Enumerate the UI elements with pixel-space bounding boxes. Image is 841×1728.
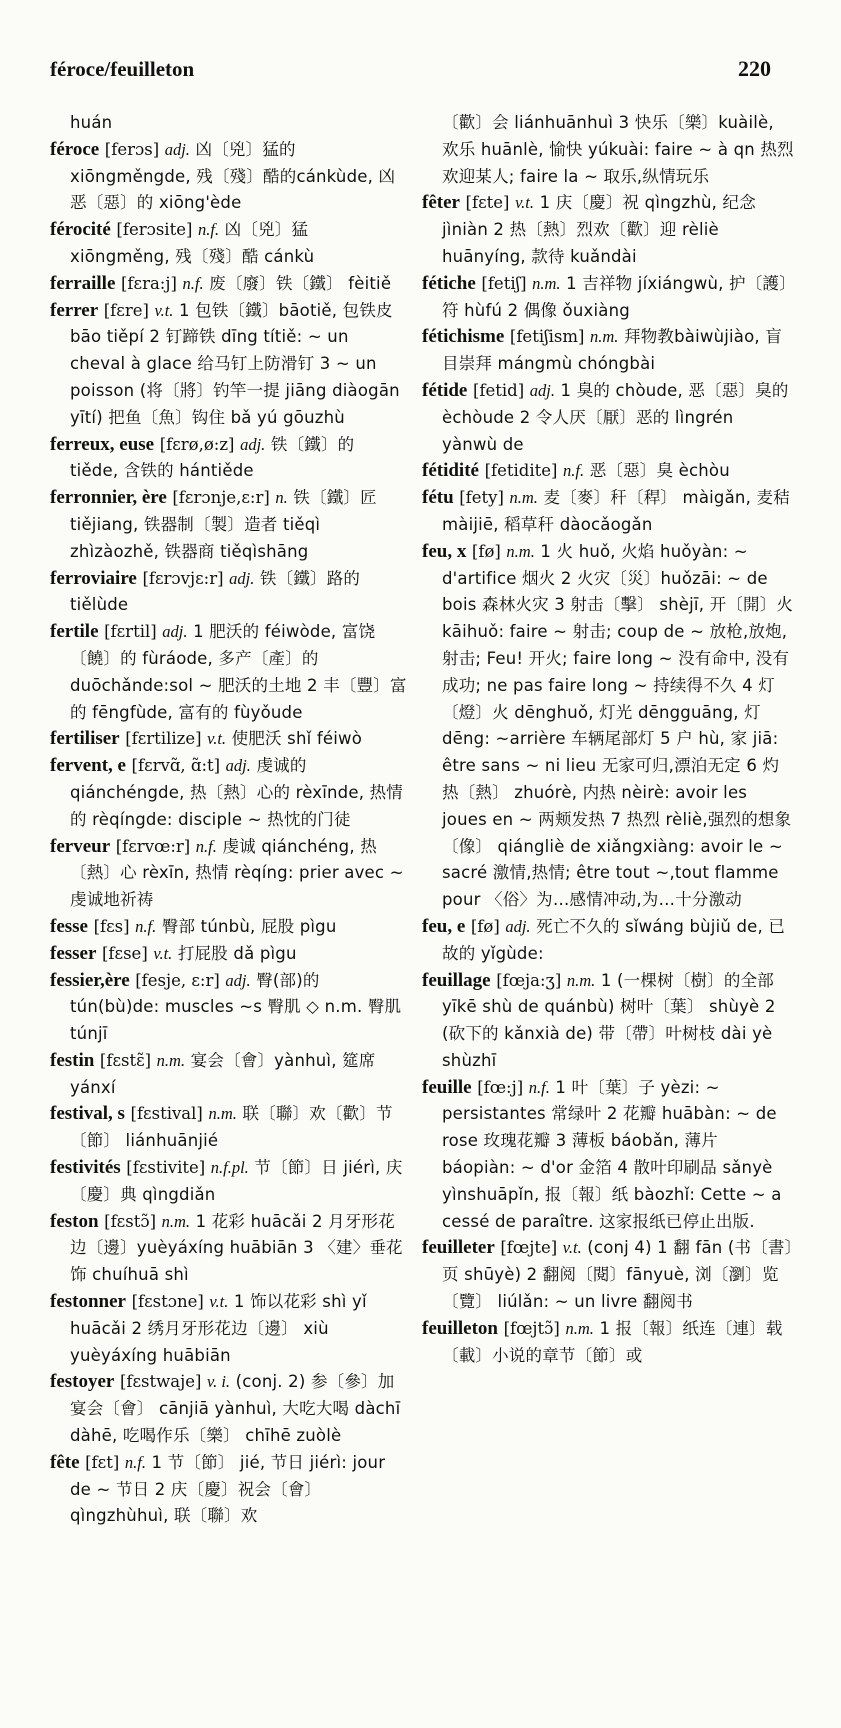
entry-pronunciation: [fɛstwaje]: [119, 1372, 202, 1392]
entry-part-of-speech: v.t.: [562, 1238, 582, 1258]
entry-part-of-speech: n.f.: [124, 1452, 146, 1472]
entry-part-of-speech: n.m.: [566, 970, 596, 990]
dictionary-entry: [422, 458, 794, 485]
dictionary-entry: [50, 968, 408, 1048]
entry-definition: 1 饰以花彩 shì yǐ huācǎi 2 绣月牙形花边〔邊〕 xiù yuèyáxíng huābiān: [70, 1292, 367, 1365]
running-head: féroce/feuilleton: [50, 57, 195, 81]
dictionary-entry: [50, 1289, 408, 1369]
entry-part-of-speech: n.f.: [182, 273, 204, 293]
entry-headword: feuille: [422, 1076, 472, 1098]
entry-headword: fétide: [422, 379, 468, 401]
entry-pronunciation: [fɛstɔne]: [131, 1292, 204, 1312]
entry-definition: 1 花彩 huācǎi 2 月牙形花边〔邊〕yuèyáxíng huābiān 3 〈建〉垂花饰 chuíhuā shì: [70, 1211, 403, 1285]
entry-definition: 虔诚的 qiánchéngde, 热〔熱〕心的 rèxīnde, 热情的 rèqíngde: disciple ~ 热忱的门徒: [70, 756, 404, 829]
entry-part-of-speech: n.f.pl.: [210, 1158, 249, 1178]
entry-pronunciation: [fetidite]: [484, 461, 558, 481]
entry-part-of-speech: adj.: [229, 568, 255, 588]
entry-headword: fêter: [422, 192, 460, 214]
entry-definition: 1 肥沃的 féiwòde, 富饶〔饒〕的 fùráode, 多产〔產〕的 duōchǎnde:sol ~ 肥沃的土地 2 丰〔豐〕富的 fēngfùde, 富有的 fùyǒude: [70, 622, 407, 722]
entry-headword: feuillage: [422, 969, 491, 991]
entry-definition: 联〔聯〕欢〔歡〕节〔節〕 liánhuānjié: [70, 1104, 393, 1151]
entry-headword: feuilleton: [422, 1317, 498, 1339]
entry-pronunciation: [ferɔs]: [104, 139, 160, 159]
dictionary-entry: [50, 298, 408, 432]
entry-definition: 节〔節〕日 jiérì, 庆〔慶〕典 qìngdiǎn: [70, 1158, 403, 1204]
entry-part-of-speech: adj.: [162, 622, 188, 642]
dictionary-entry: [422, 539, 794, 914]
entry-headword: ferrer: [50, 299, 99, 321]
entry-headword: ferronnier, ère: [50, 487, 167, 509]
entry-pronunciation: [fɛse]: [102, 943, 148, 963]
entry-pronunciation: [fœjte]: [500, 1238, 558, 1258]
entry-definition: 凶〔兇〕猛 xiōngměng, 残〔殘〕酷 cánkù: [70, 220, 315, 266]
entry-pronunciation: [fɛrø,ø:z]: [159, 434, 235, 454]
dictionary-entry: [50, 485, 408, 565]
dictionary-entry: [422, 485, 794, 539]
entry-definition: 铁〔鐵〕匠 tiějiang, 铁器制〔製〕造者 tiěqì zhìzàozhě, 铁器商 tiěqìshāng: [70, 488, 377, 561]
entry-pronunciation: [fɛte]: [465, 193, 510, 213]
entry-headword: fervent, e: [50, 755, 126, 777]
entry-pronunciation: [fesje, ɛ:r]: [135, 970, 220, 990]
dictionary-entry: [50, 753, 408, 833]
entry-headword: ferreux, euse: [50, 433, 155, 455]
entry-headword: ferraille: [50, 272, 116, 294]
entry-definition: 拜物教bàiwùjiào, 盲目崇拜 mángmù chóngbài: [442, 327, 782, 374]
entry-pronunciation: [ferɔsite]: [116, 220, 193, 240]
dictionary-entry: [50, 1101, 408, 1155]
entry-pronunciation: [fø]: [470, 916, 500, 936]
entry-pronunciation: [fɛrɔvjɛ:r]: [142, 568, 224, 588]
entry-headword: fertiliser: [50, 728, 120, 750]
dictionary-entry: [50, 217, 408, 271]
entry-definition: 1 火 huǒ, 火焰 huǒyàn: ~ d'artifice 烟火 2 火灾〔災〕huǒzāi: ~ de bois 森林火灾 3 射击〔擊〕 shèjī, 开〔開〕火 kāihuǒ: faire ~ 射击; coup de ~ 放枪,放炮,射击; Feu! 开火; faire long ~ 没有命中, 没有成功; ne pas faire long ~ 持续得不久 4 灯〔燈〕火 dēnghuǒ, 灯光 dēngguāng, 灯 dēng: ~arrière 车辆尾部灯 5 户 hù, 家 jiā: être sans ~ ni lieu 无家可归,漂泊无定 6 灼热〔熱〕 zhuórè, 内热 nèirè: avoir les joues en ~ 两颊发热 7 热烈 rèliè,强烈的想象〔像〕 qiángliè de xiǎngxiàng: avoir le ~ sacré 激情,热情; être tout ~,tout flamme pour 〈俗〉为…感情冲动,为…十分激动: [442, 541, 794, 910]
entry-definition: 打屁股 dǎ pìgu: [177, 943, 297, 963]
entry-part-of-speech: v.t.: [515, 193, 534, 213]
entry-pronunciation: [fɛs]: [93, 916, 130, 936]
entry-pronunciation: [fetiʃ]: [481, 273, 527, 293]
entry-headword: fessier,ère: [50, 969, 130, 991]
entry-headword: fertile: [50, 621, 99, 643]
entry-part-of-speech: v. i.: [206, 1372, 231, 1392]
entry-pronunciation: [fɛt]: [85, 1452, 120, 1472]
entry-definition: 虔诚 qiánchéng, 热〔熱〕心 rèxīn, 热情 rèqíng: prier avec ~ 虔诚地祈祷: [70, 836, 404, 910]
entry-pronunciation: [fetiʃism]: [509, 327, 585, 347]
entry-pronunciation: [fɛstival]: [130, 1104, 203, 1124]
entry-pronunciation: [fɛrvœ:r]: [115, 836, 191, 856]
entry-definition: 1 报〔報〕纸连〔連〕载〔載〕小说的章节〔節〕或: [442, 1318, 783, 1365]
entry-definition: 麦〔麥〕秆〔稈〕 màigǎn, 麦秸 màijiē, 稻草秆 dàocǎogǎn: [442, 488, 790, 534]
entry-part-of-speech: adj.: [225, 970, 251, 990]
entry-part-of-speech: n.m.: [565, 1318, 594, 1338]
entry-pronunciation: [fɛstivite]: [126, 1158, 206, 1178]
entry-headword: feu, e: [422, 915, 466, 937]
entry-part-of-speech: adj.: [164, 139, 190, 159]
dictionary-entry: [50, 914, 408, 941]
dictionary-entry: [422, 324, 794, 378]
entry-part-of-speech: n.f.: [195, 836, 217, 856]
entry-pronunciation: [fœ:j]: [477, 1077, 524, 1097]
entry-headword: festival, s: [50, 1103, 125, 1125]
dictionary-entry: [50, 834, 408, 914]
entry-part-of-speech: n.f.: [135, 916, 157, 936]
entry-definition: 使肥沃 shǐ féiwò: [231, 729, 363, 749]
entry-headword: festonner: [50, 1291, 126, 1313]
entry-headword: festin: [50, 1049, 95, 1071]
entry-definition: 宴会〔會〕yànhuì, 筵席 yánxí: [70, 1050, 376, 1097]
dictionary-entry: [50, 110, 408, 137]
dictionary-entry: [50, 1209, 408, 1289]
entry-headword: feu, x: [422, 540, 467, 562]
entry-part-of-speech: v.t.: [207, 729, 227, 749]
dictionary-entry: [50, 1048, 408, 1102]
dictionary-entry: [50, 271, 408, 298]
entry-pronunciation: [fɛstɔ̃]: [104, 1211, 157, 1231]
entry-headword: fesse: [50, 915, 88, 937]
entry-headword: fétidité: [422, 460, 479, 482]
entry-pronunciation: [fɛrtilize]: [125, 729, 202, 749]
dictionary-entry: [422, 1235, 794, 1315]
entry-definition: 凶〔兇〕猛的 xiōngměngde, 残〔殘〕酷的cánkùde, 凶恶〔惡〕的 xiōng'ède: [70, 139, 396, 213]
entry-pronunciation: [fɛrɔnje,ɛ:r]: [172, 488, 270, 508]
entry-pronunciation: [fø]: [471, 541, 501, 561]
entry-definition: 1 (一棵树〔樹〕的全部 yīkē shù de quánbù) 树叶〔葉〕 shùyè 2 (砍下的 kǎnxià de) 带〔帶〕叶树枝 dài yè shùzhī: [442, 970, 776, 1070]
dictionary-entry: [422, 1316, 794, 1370]
entry-definition: 1 臭的 chòude, 恶〔惡〕臭的 èchòude 2 令人厌〔厭〕恶的 lìngrén yànwù de: [442, 380, 789, 454]
dictionary-entry: [422, 914, 794, 968]
entry-pronunciation: [fety]: [459, 488, 504, 508]
entry-definition: huán: [70, 113, 113, 132]
entry-headword: festoyer: [50, 1371, 115, 1393]
dictionary-entry: [422, 968, 794, 1075]
entry-part-of-speech: v.t.: [154, 300, 174, 320]
entry-definition: 死亡不久的 sǐwáng bùjiǔ de, 已故的 yǐgùde:: [442, 916, 786, 963]
entry-part-of-speech: n.f.: [563, 461, 585, 481]
right-column: [422, 110, 794, 1369]
entry-part-of-speech: v.t.: [153, 943, 173, 963]
entry-headword: férocité: [50, 219, 111, 241]
entry-part-of-speech: n.m.: [509, 488, 538, 508]
entry-definition: 臀部 túnbù, 屁股 pìgu: [161, 916, 337, 936]
entry-part-of-speech: v.t.: [209, 1292, 229, 1312]
dictionary-entry: [422, 110, 794, 190]
dictionary-entry: [50, 619, 408, 726]
dictionary-entry: [422, 190, 794, 270]
entry-part-of-speech: adj.: [505, 916, 531, 936]
entry-pronunciation: [fetid]: [472, 380, 525, 400]
entry-definition: 铁〔鐵〕路的 tiělùde: [70, 568, 361, 615]
entry-pronunciation: [fɛstɛ̃]: [99, 1050, 152, 1070]
entry-headword: ferroviaire: [50, 567, 137, 589]
page-number: 220: [738, 56, 771, 81]
page-header: [50, 56, 771, 96]
entry-definition: 铁〔鐵〕的 tiěde, 含铁的 hántiěde: [70, 434, 355, 481]
entry-part-of-speech: n.m.: [156, 1050, 186, 1070]
entry-part-of-speech: adj.: [529, 380, 555, 400]
entry-pronunciation: [fœja:ʒ]: [496, 970, 562, 990]
entry-part-of-speech: n.m.: [161, 1211, 191, 1231]
entry-part-of-speech: n.f.: [198, 220, 220, 240]
entry-part-of-speech: n.f.: [528, 1077, 550, 1097]
entry-definition: (conj. 2) 参〔參〕加宴会〔會〕 cānjiā yànhuì, 大吃大喝 dàchī dàhē, 吃喝作乐〔樂〕 chīhē zuòlè: [70, 1372, 401, 1446]
entry-definition: 〔歡〕会 liánhuānhuì 3 快乐〔樂〕kuàilè, 欢乐 huānlè, 愉快 yúkuài: faire ~ à qn 热烈欢迎某人; faire la ~ 取乐,纵情玩乐: [442, 113, 794, 186]
entry-part-of-speech: adj.: [240, 434, 266, 454]
entry-pronunciation: [fɛre]: [103, 300, 149, 320]
entry-headword: festivités: [50, 1157, 121, 1179]
entry-definition: 1 庆〔慶〕祝 qìngzhù, 纪念 jìniàn 2 热〔熱〕烈欢〔歡〕迎 rèliè huānyíng, 款待 kuǎndài: [442, 193, 756, 266]
dictionary-entry: [422, 378, 794, 458]
dictionary-entry: [50, 432, 408, 486]
entry-definition: 臀(部)的 tún(bù)de: muscles ~s 臀肌 ◇ n.m. 臀肌 túnjī: [70, 970, 402, 1044]
dictionary-entry: [422, 1075, 794, 1236]
dictionary-entry: [50, 726, 408, 753]
entry-part-of-speech: n.: [275, 488, 288, 508]
entry-part-of-speech: n.m.: [590, 327, 619, 347]
entry-definition: 废〔廢〕铁〔鐵〕 fèitiě: [209, 273, 392, 293]
entry-pronunciation: [fɛrvɑ̃, ɑ̃:t]: [131, 756, 221, 776]
entry-headword: feston: [50, 1210, 99, 1232]
entry-pronunciation: [fɛra:j]: [120, 273, 177, 293]
entry-headword: féroce: [50, 138, 100, 160]
dictionary-entry: [50, 941, 408, 968]
entry-headword: ferveur: [50, 835, 111, 857]
entry-definition: 恶〔惡〕臭 èchòu: [589, 461, 730, 481]
entry-definition: 1 叶〔葉〕子 yèzi: ~ persistantes 常绿叶 2 花瓣 huābàn: ~ de rose 玫瑰花瓣 3 薄板 báobǎn, 薄片 báopiàn: ~ d'or 金箔 4 散叶印刷品 sǎnyè yìnshuāpǐn, 报〔報〕纸 bàozhǐ: Cette ~ a cessé de paraître. 这家报纸已停止出版.: [442, 1077, 782, 1231]
entry-definition: 1 吉祥物 jíxiángwù, 护〔護〕符 hùfú 2 偶像 ǒuxiàng: [442, 273, 788, 320]
dictionary-entry: [50, 1155, 408, 1209]
entry-headword: fétichisme: [422, 326, 505, 348]
entry-part-of-speech: n.m.: [506, 541, 535, 561]
entry-part-of-speech: n.m.: [532, 273, 561, 293]
entry-pronunciation: [fœjtɔ̃]: [503, 1318, 560, 1338]
dictionary-entry: [50, 566, 408, 620]
entry-pronunciation: [fɛrtil]: [104, 622, 157, 642]
entry-part-of-speech: adj.: [225, 756, 251, 776]
entry-headword: feuilleter: [422, 1237, 495, 1259]
entry-headword: fétu: [422, 487, 454, 509]
left-column: [50, 110, 408, 1530]
dictionary-entry: [422, 271, 794, 325]
dictionary-entry: [50, 1450, 408, 1530]
entry-headword: fête: [50, 1451, 80, 1473]
entry-headword: fesser: [50, 942, 97, 964]
entry-part-of-speech: n.m.: [208, 1104, 237, 1124]
entry-headword: fétiche: [422, 272, 476, 294]
entry-definition: 1 包铁〔鐵〕bāotiě, 包铁皮 bāo tiěpí 2 钉蹄铁 dīng títiě: ~ un cheval à glace 给马钉上防滑钉 3 ~ un poisson (将〔將〕钓竿一提 jiāng diàogān yītí) 把鱼〔魚〕钩住 bǎ yú gōuzhù: [70, 300, 400, 427]
dictionary-entry: [50, 1369, 408, 1449]
entry-definition: (conj 4) 1 翻 fān (书〔書〕页 shūyè) 2 翻阅〔閱〕fānyuè, 浏〔瀏〕览〔覽〕 liúlǎn: ~ un livre 翻阅书: [442, 1238, 794, 1312]
entry-definition: 1 节〔節〕 jié, 节日 jiérì: jour de ~ 节日 2 庆〔慶〕祝会〔會〕qìngzhùhuì, 联〔聯〕欢: [70, 1452, 386, 1526]
dictionary-entry: [50, 137, 408, 217]
